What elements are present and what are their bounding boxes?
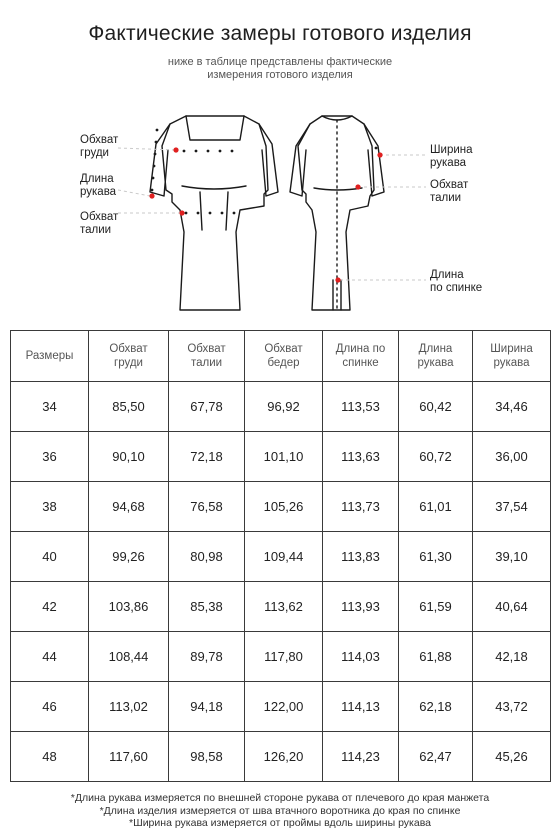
header-back-length: Длина по спинке bbox=[323, 331, 399, 382]
page-title: Фактические замеры готового изделия bbox=[88, 22, 472, 45]
table-row: 34 85,50 67,78 96,92 113,53 60,42 34,46 bbox=[11, 382, 551, 432]
size-chart-table bbox=[10, 330, 551, 782]
back-waist-seam bbox=[314, 188, 362, 190]
front-waist-seam bbox=[182, 186, 246, 189]
footnote-sleeve-width: *Ширина рукава измеряется от проймы вдоль ширины рукава bbox=[128, 817, 432, 829]
table-header-row bbox=[11, 331, 551, 382]
label-waist-left: Обхват талии bbox=[80, 211, 119, 236]
table-row: 38 94,68 76,58 105,26 113,73 61,01 37,54 bbox=[11, 482, 551, 532]
table-header bbox=[11, 331, 551, 382]
label-back-length: Длина по спинке bbox=[430, 269, 483, 294]
back-sleeve-left bbox=[290, 124, 310, 196]
footnote-garment-length: *Длина изделия измеряется от шва втачного воротника до края по спинке bbox=[99, 804, 461, 817]
table-body bbox=[11, 382, 551, 782]
table-row: 40 99,26 80,98 109,44 113,83 61,30 39,10 bbox=[11, 532, 551, 582]
front-sleeve-left bbox=[150, 124, 170, 196]
footnotes bbox=[0, 792, 560, 830]
label-chest: Обхват груди bbox=[80, 134, 119, 159]
label-sleeve-width: Ширина рукава bbox=[430, 144, 473, 169]
header-sleeve-length: Длина рукава bbox=[399, 331, 473, 382]
table-row: 48 117,60 98,58 126,20 114,23 62,47 45,26 bbox=[11, 732, 551, 782]
dress-diagram bbox=[0, 110, 560, 320]
header-size: Размеры bbox=[11, 331, 89, 382]
label-sleeve-length: Длина рукава bbox=[80, 173, 117, 198]
table-row: 36 90,10 72,18 101,10 113,63 60,72 36,00 bbox=[11, 432, 551, 482]
header-waist: Обхват талии bbox=[169, 331, 245, 382]
front-neckline bbox=[186, 116, 244, 140]
header-sleeve-width: Ширина рукава bbox=[473, 331, 551, 382]
table-row: 44 108,44 89,78 117,80 114,03 61,88 42,18 bbox=[11, 632, 551, 682]
front-dress-outline bbox=[162, 116, 268, 310]
page-subtitle bbox=[0, 56, 560, 82]
label-waist-right: Обхват талии bbox=[430, 179, 469, 204]
header-chest: Обхват груди bbox=[89, 331, 169, 382]
table-row: 42 103,86 85,38 113,62 113,93 61,59 40,64 bbox=[11, 582, 551, 632]
front-dart-left bbox=[200, 192, 202, 230]
subtitle-line-1: ниже в таблице представлены фактические bbox=[167, 56, 393, 68]
table-row: 46 113,02 94,18 122,00 114,13 62,18 43,72 bbox=[11, 682, 551, 732]
subtitle-line-2: измерения готового изделия bbox=[207, 69, 353, 81]
footnote-sleeve-length: *Длина рукава измеряется по внешней стороне рукава от плечевого до края манжета bbox=[70, 792, 490, 804]
header-hips: Обхват бедер bbox=[245, 331, 323, 382]
front-dart-right bbox=[226, 192, 228, 230]
